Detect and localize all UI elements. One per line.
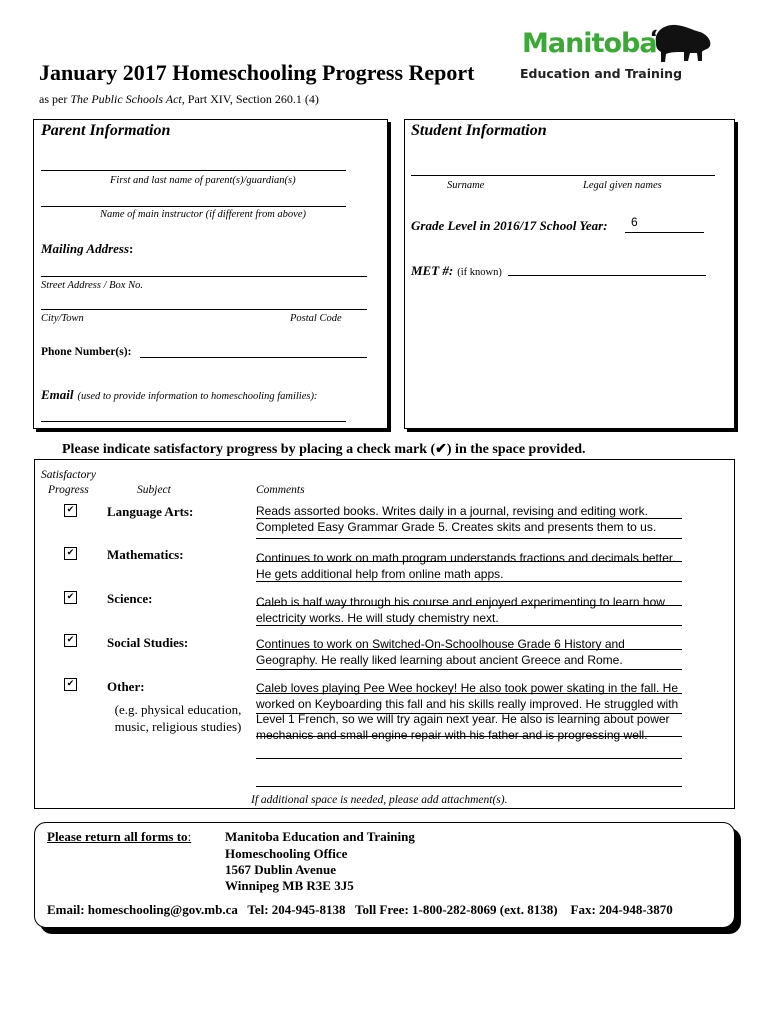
instructor-name-caption: Name of main instructor (if different from above) (100, 209, 306, 220)
met-field[interactable] (508, 275, 706, 276)
mailing-address-label: Mailing Address: (41, 241, 134, 256)
page-subtitle: as per The Public Schools Act, Part XIV, Section 260.1 (4) (39, 92, 319, 106)
return-label: Please return all forms to: (47, 829, 192, 844)
grade-level-value: 6 (631, 215, 638, 229)
given-names-caption: Legal given names (583, 180, 662, 191)
logo-wordmark: Manitoba (522, 28, 657, 59)
street-address-caption: Street Address / Box No. (41, 280, 143, 291)
street-address-field[interactable] (41, 276, 367, 277)
student-info-heading: Student Information (411, 122, 547, 139)
email-field[interactable] (41, 421, 346, 422)
mathematics-checkbox[interactable]: ✔ (64, 547, 77, 560)
phone-field[interactable] (140, 357, 367, 358)
return-address-line-2: Homeschooling Office (225, 846, 348, 861)
city-postal-field[interactable] (41, 309, 367, 310)
phone-label: Phone Number(s): (41, 346, 132, 358)
social-studies-checkbox[interactable]: ✔ (64, 634, 77, 647)
email-label-row (41, 386, 317, 404)
progress-instruction: Please indicate satisfactory progress by placing a check mark (✔) in the space provided. (62, 442, 586, 457)
mathematics-subject: Mathematics: (107, 547, 184, 562)
parent-info-heading: Parent Information (41, 122, 171, 139)
other-comment[interactable]: Caleb loves playing Pee Wee hockey! He also took power skating in the fall. He worked on Keyboarding this fall and his skills really improved. He struggled with Level 1 French, so we will try again next year. He also is learning about power mechanics and small engine repair with his father and is progressing well. (256, 681, 679, 742)
parent-info-box (33, 119, 388, 429)
language-arts-subject: Language Arts: (107, 504, 194, 519)
grade-level-field[interactable] (625, 232, 704, 233)
email-note: (used to provide information to homeschooling families): (77, 391, 318, 402)
met-label: MET #: (411, 263, 454, 278)
language-arts-comment[interactable]: Reads assorted books. Writes daily in a journal, revising and editing work. Completed Easy Grammar Grade 5. Creates skits and presents them to us. (256, 504, 657, 534)
guardian-name-field[interactable] (41, 170, 346, 171)
attachment-note: If additional space is needed, please add attachment(s). (251, 794, 508, 806)
social-studies-comment[interactable]: Continues to work on Switched-On-Schoolhouse Grade 6 History and Geography. He really liked learning about ancient Greece and Rome. (256, 637, 625, 667)
page-title: January 2017 Homeschooling Progress Report (39, 60, 475, 85)
logo-department: Education and Training (520, 66, 683, 81)
return-address-line-4: Winnipeg MB R3E 3J5 (225, 878, 354, 893)
col-satisfactory: Satisfactory (41, 469, 96, 481)
social-studies-subject: Social Studies: (107, 635, 189, 650)
return-address-line-1: Manitoba Education and Training (225, 829, 415, 844)
student-name-field[interactable] (411, 175, 715, 176)
email-label: Email (41, 387, 74, 402)
met-label-row (411, 262, 502, 280)
science-comment[interactable]: Caleb is half way through his course and enjoyed experimenting to learn how electricity works. He will study chemistry next. (256, 595, 665, 625)
contact-info: Email: homeschooling@gov.mb.ca Tel: 204-945-8138 Toll Free: 1-800-282-8069 (ext. 8138) Fax: 204-948-3870 (47, 902, 673, 917)
grade-level-label: Grade Level in 2016/17 School Year: (411, 218, 608, 233)
mathematics-comment[interactable]: Continues to work on math program understands fractions and decimals better. He gets additional help from online math apps. (256, 551, 676, 581)
met-note: (if known) (457, 267, 502, 278)
act-name: The Public Schools Act (70, 92, 182, 106)
guardian-name-caption: First and last name of parent(s)/guardian(s) (110, 175, 296, 186)
other-subject: Other: (107, 679, 145, 694)
bison-icon (650, 22, 715, 64)
language-arts-checkbox[interactable]: ✔ (64, 504, 77, 517)
city-caption: City/Town (41, 313, 84, 324)
surname-caption: Surname (447, 180, 485, 191)
col-subject: Subject (137, 484, 171, 496)
postal-code-caption: Postal Code (290, 313, 342, 324)
other-subject-note: (e.g. physical education, music, religious studies) (114, 702, 242, 734)
instructor-name-field[interactable] (41, 206, 346, 207)
return-address-line-3: 1567 Dublin Avenue (225, 862, 337, 877)
science-checkbox[interactable]: ✔ (64, 591, 77, 604)
science-subject: Science: (107, 591, 153, 606)
col-progress: Progress (48, 484, 89, 496)
manitoba-logo (520, 22, 715, 82)
col-comments: Comments (256, 484, 305, 496)
other-checkbox[interactable]: ✔ (64, 678, 77, 691)
